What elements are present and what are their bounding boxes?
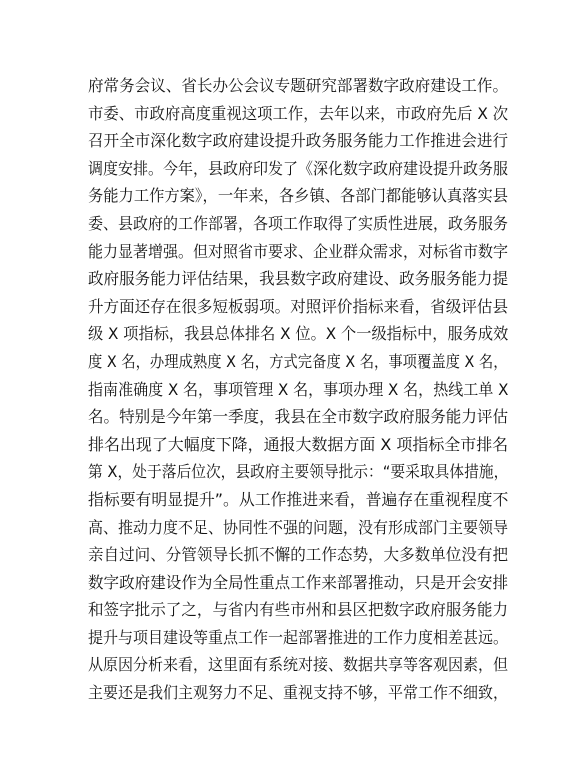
text-line: 高、推动力度不足、协同性不强的问题，没有形成部门主要领导 (88, 517, 509, 537)
text-line: 指南准确度 X 名，事项管理 X 名，事项办理 X 名，热线工单 X (88, 379, 509, 399)
text-line: 主要还是我们主观努力不足、重视支持不够，平常工作不细致， (88, 683, 509, 703)
text-line: 市委、市政府高度重视这项工作，去年以来，市政府先后 X 次 (88, 103, 509, 123)
text-line: 亲自过问、分管领导长抓不懈的工作态势，大多数单位没有把 (88, 545, 509, 565)
text-line: 和签字批示了之，与省内有些市州和县区把数字政府服务能力 (88, 600, 509, 620)
text-line: 政府服务能力评估结果，我县数字政府建设、政务服务能力提 (88, 269, 509, 289)
text-line: 务能力工作方案》，一年来，各乡镇、各部门都能够认真落实县 (88, 186, 509, 206)
text-line: 能力显著增强。但对照省市要求、企业群众需求，对标省市数字 (88, 241, 509, 261)
text-line: 召开全市深化数字政府建设提升政务服务能力工作推进会进行 (88, 131, 509, 151)
text-line: 升方面还存在很多短板弱项。对照评价指标来看，省级评估县 (88, 296, 509, 316)
text-line: 府常务会议、省长办公会议专题研究部署数字政府建设工作。 (88, 76, 509, 95)
text-line: 数字政府建设作为全局性重点工作来部署推动，只是开会安排 (88, 572, 509, 592)
text-line: 第 X，处于落后位次，县政府主要领导批示：“要采取具体措施， (88, 462, 509, 482)
text-line: 名。特别是今年第一季度，我县在全市数字政府服务能力评估 (88, 407, 509, 427)
text-line: 度 X 名，办理成熟度 X 名，方式完备度 X 名，事项覆盖度 X 名， (88, 351, 508, 371)
text-line: 提升与项目建设等重点工作一起部署推进的工作力度相差甚远。 (88, 627, 509, 647)
text-line: 委、县政府的工作部署，各项工作取得了实质性进展，政务服务 (88, 213, 509, 233)
text-line: 从原因分析来看，这里面有系统对接、数据共享等客观因素，但 (88, 655, 509, 675)
text-line: 排名出现了大幅度下降，通报大数据方面 X 项指标全市排名 (88, 434, 509, 454)
body-paragraph (88, 72, 508, 707)
text-line: 级 X 项指标，我县总体排名 X 位。X 个一级指标中，服务成效 (88, 324, 509, 344)
text-line: 调度安排。今年，县政府印发了《深化数字政府建设提升政务服 (88, 158, 509, 178)
text-line: 指标要有明显提升”。从工作推进来看，普遍存在重视程度不 (88, 489, 509, 509)
